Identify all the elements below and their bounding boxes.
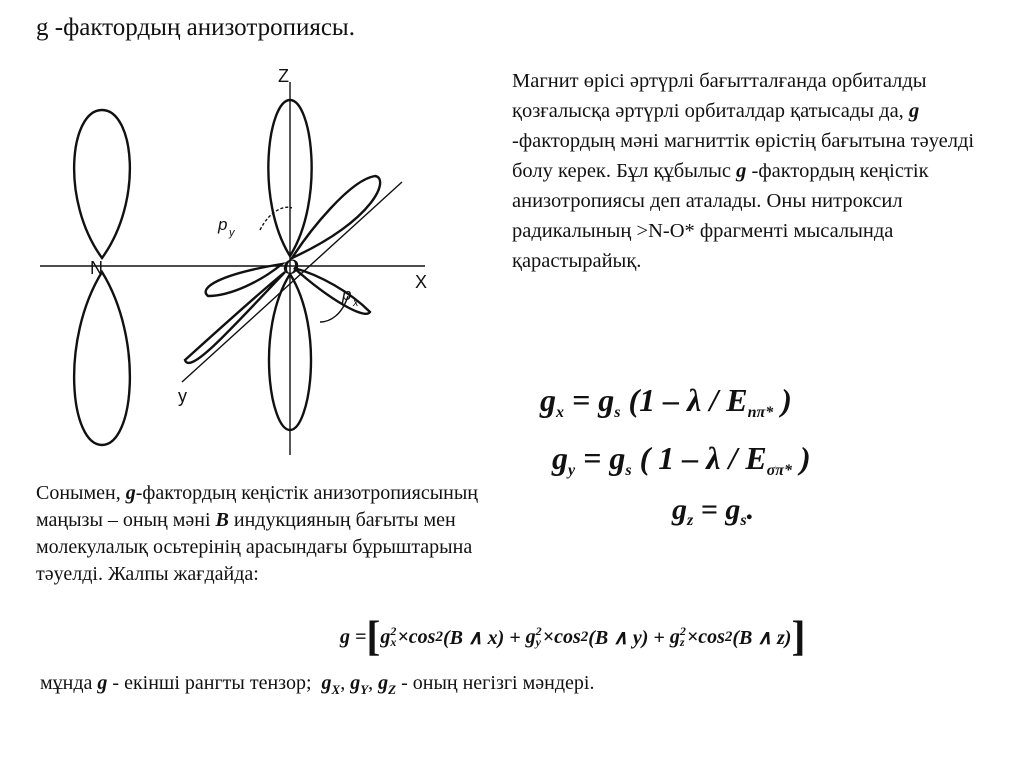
py-label: p (218, 215, 228, 234)
o-lobe-right (294, 268, 370, 314)
axis-y-label: y (178, 386, 187, 406)
equation-gx: $g_x = g_s$ (1 – λ / $E_{n\pi*}$ ) (540, 382, 792, 421)
intro-paragraph: Магнит өрісі әртүрлі бағытталғанда орбиталды қозғалысқа әртүрлі орбиталдар қатысады да, g -фактордың мәні магниттік өрістің бағытына тәуелді болу керек. Бұл құбылыс g -фактордың кеңістік анизотропиясы деп аталады. Оны нитроксил радикалының >N-O* фрагменті мысалында қарастырайық. (512, 70, 975, 272)
atom-o-label: O (283, 254, 299, 279)
atom-n-label: N (90, 258, 103, 278)
equation-gy: $g_y = g_s$ ( 1 – λ / $E_{\sigma\pi*}$ ) (552, 440, 811, 479)
g-symbol: g (908, 100, 920, 122)
px-label: p (342, 285, 352, 304)
right-bracket: ] (791, 614, 806, 660)
slide-title: g -фактордың анизотропиясы. (36, 14, 355, 41)
n-lobe-bottom (74, 272, 130, 445)
n-lobe-top (74, 110, 130, 258)
py-subscript: y (229, 227, 235, 239)
b-symbol: B (215, 509, 229, 531)
conclusion-paragraph: Сонымен, g-фактордың кеңістік анизотропиясының маңызы – оның мәні B индукцияның бағыты мен молекулалық осьтерінің арасындағы бұрыштарына тәуелді. Жалпы жағдайда: (36, 482, 478, 585)
px-subscript: x (353, 297, 359, 309)
tensor-note: мұнда g - екінші рангты тензор; $g_X$, $g_Y$, $g_Z$ - оның негізгі мәндері. (40, 672, 595, 697)
left-bracket: [ (366, 614, 381, 660)
o-lobe-left (206, 264, 282, 296)
axis-z-label: Z (278, 66, 289, 86)
orbital-diagram (30, 60, 450, 470)
general-g-equation: g = [ g 2 x ×cos 2 (B ∧ x) + g 2 y ×cos 2 (B ∧ y) + g 2 z ×cos 2 (B ∧ z) ] (340, 614, 806, 660)
equation-gz: $g_z = g_s$. (672, 493, 755, 529)
g-symbol: g (736, 160, 747, 182)
g-symbol: g (125, 482, 136, 504)
axis-x-label: X (415, 272, 428, 292)
